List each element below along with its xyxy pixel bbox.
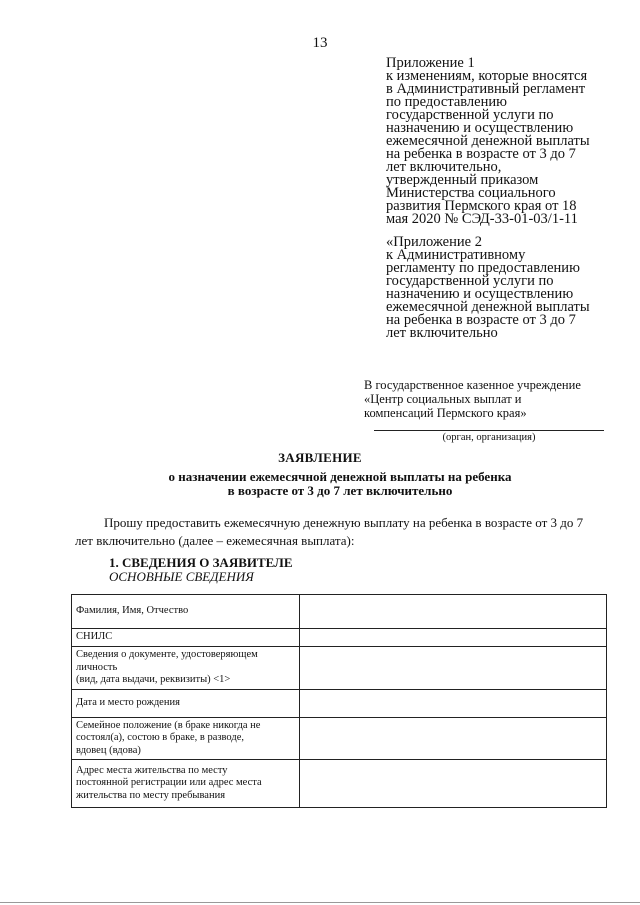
addressee-line: компенсаций Пермского края» — [364, 406, 527, 420]
row-value-field[interactable] — [300, 717, 607, 760]
section-1-heading: 1. СВЕДЕНИЯ О ЗАЯВИТЕЛЕ — [109, 555, 293, 570]
row-value-field[interactable] — [300, 595, 607, 629]
row-value-field[interactable] — [300, 629, 607, 647]
annex-1-line: назначению и осуществлению — [386, 120, 574, 136]
request-text-line-2: лет включительно (далее – ежемесячная выплата): — [75, 533, 355, 548]
addressee-line: «Центр социальных выплат и — [364, 392, 522, 406]
annex-2-block — [386, 236, 626, 340]
addressee-line: В государственное казенное учреждение — [364, 378, 581, 392]
document-title: ЗАЯВЛЕНИЕ — [278, 450, 362, 465]
row-label-line: состоял(а), состою в браке, в разводе, — [76, 732, 244, 743]
row-label-line: Сведения о документе, удостоверяющем — [76, 649, 258, 660]
annex-1-line: лет включительно, — [386, 159, 502, 175]
row-label-line: Семейное положение (в браке никогда не — [76, 719, 261, 731]
addressee-block — [364, 378, 614, 420]
subtitle-line-1: о назначении ежемесячной денежной выплаты на ребенка — [168, 469, 512, 484]
row-label-line: СНИЛС — [76, 631, 113, 643]
annex-1-line: Министерства социального — [386, 185, 556, 201]
annex-1-line: на ребенка в возрасте от 3 до 7 — [386, 146, 576, 162]
request-text-line-1: Прошу предоставить ежемесячную денежную выплату на ребенка в возрасте от 3 до 7 — [104, 515, 584, 530]
annex-2-line: к Административному — [386, 247, 526, 263]
annex-1-line: мая 2020 № СЭД-33-01-03/1-11 — [386, 211, 578, 227]
section-1-subheading: ОСНОВНЫЕ СВЕДЕНИЯ — [109, 569, 254, 584]
annex-1-block — [386, 57, 626, 226]
row-label — [72, 595, 300, 629]
table-row — [72, 629, 607, 647]
row-label-line: (вид, дата выдачи, реквизиты) <1> — [76, 674, 231, 685]
annex-2-line: назначению и осуществлению — [386, 286, 574, 302]
page-bottom-edge — [0, 902, 640, 903]
row-value-field[interactable] — [300, 689, 607, 717]
table-row — [72, 689, 607, 717]
annex-2-line: ежемесячной денежной выплаты — [386, 299, 590, 315]
row-label-line: Дата и место рождения — [76, 696, 180, 708]
row-label — [72, 689, 300, 717]
row-label-line: Фамилия, Имя, Отчество — [76, 605, 189, 617]
addressee-signature-line — [374, 430, 604, 431]
annex-1-line: утвержденный приказом — [386, 172, 539, 188]
annex-1-line: в Административный регламент — [386, 81, 586, 97]
row-label-line: постоянной регистрации или адрес места — [76, 777, 262, 789]
annex-1-line: Приложение 1 — [386, 55, 475, 71]
row-label-line: личность — [76, 661, 118, 673]
annex-2-line: «Приложение 2 — [386, 234, 482, 250]
annex-1-line: по предоставлению — [386, 94, 507, 110]
row-value-field[interactable] — [300, 647, 607, 690]
addressee-caption: (орган, организация) — [442, 432, 536, 443]
row-label — [72, 629, 300, 647]
table-row — [72, 595, 607, 629]
row-label — [72, 717, 300, 760]
table-row — [72, 717, 607, 760]
document-subtitle — [120, 470, 560, 498]
table-row — [72, 647, 607, 690]
applicant-info-table — [71, 594, 607, 808]
annex-2-line: на ребенка в возрасте от 3 до 7 — [386, 312, 576, 328]
annex-2-line: регламенту по предоставлению — [386, 260, 580, 276]
annex-1-line: государственной услуги по — [386, 107, 554, 123]
annex-1-line: к изменениям, которые вносятся — [386, 68, 588, 84]
annex-1-line: развития Пермского края от 18 — [386, 198, 577, 214]
row-label-line: Адрес места жительства по месту — [76, 764, 228, 776]
annex-2-line: государственной услуги по — [386, 273, 554, 289]
table-row — [72, 760, 607, 808]
row-label-line: жительства по месту пребывания — [76, 789, 226, 801]
row-label — [72, 760, 300, 808]
page-number: 13 — [312, 35, 328, 51]
annex-1-line: ежемесячной денежной выплаты — [386, 133, 590, 149]
row-value-field[interactable] — [300, 760, 607, 808]
subtitle-line-2: в возрасте от 3 до 7 лет включительно — [227, 483, 453, 498]
row-label-line: вдовец (вдова) — [76, 744, 141, 756]
annex-2-line: лет включительно — [386, 325, 498, 341]
row-label — [72, 647, 300, 690]
